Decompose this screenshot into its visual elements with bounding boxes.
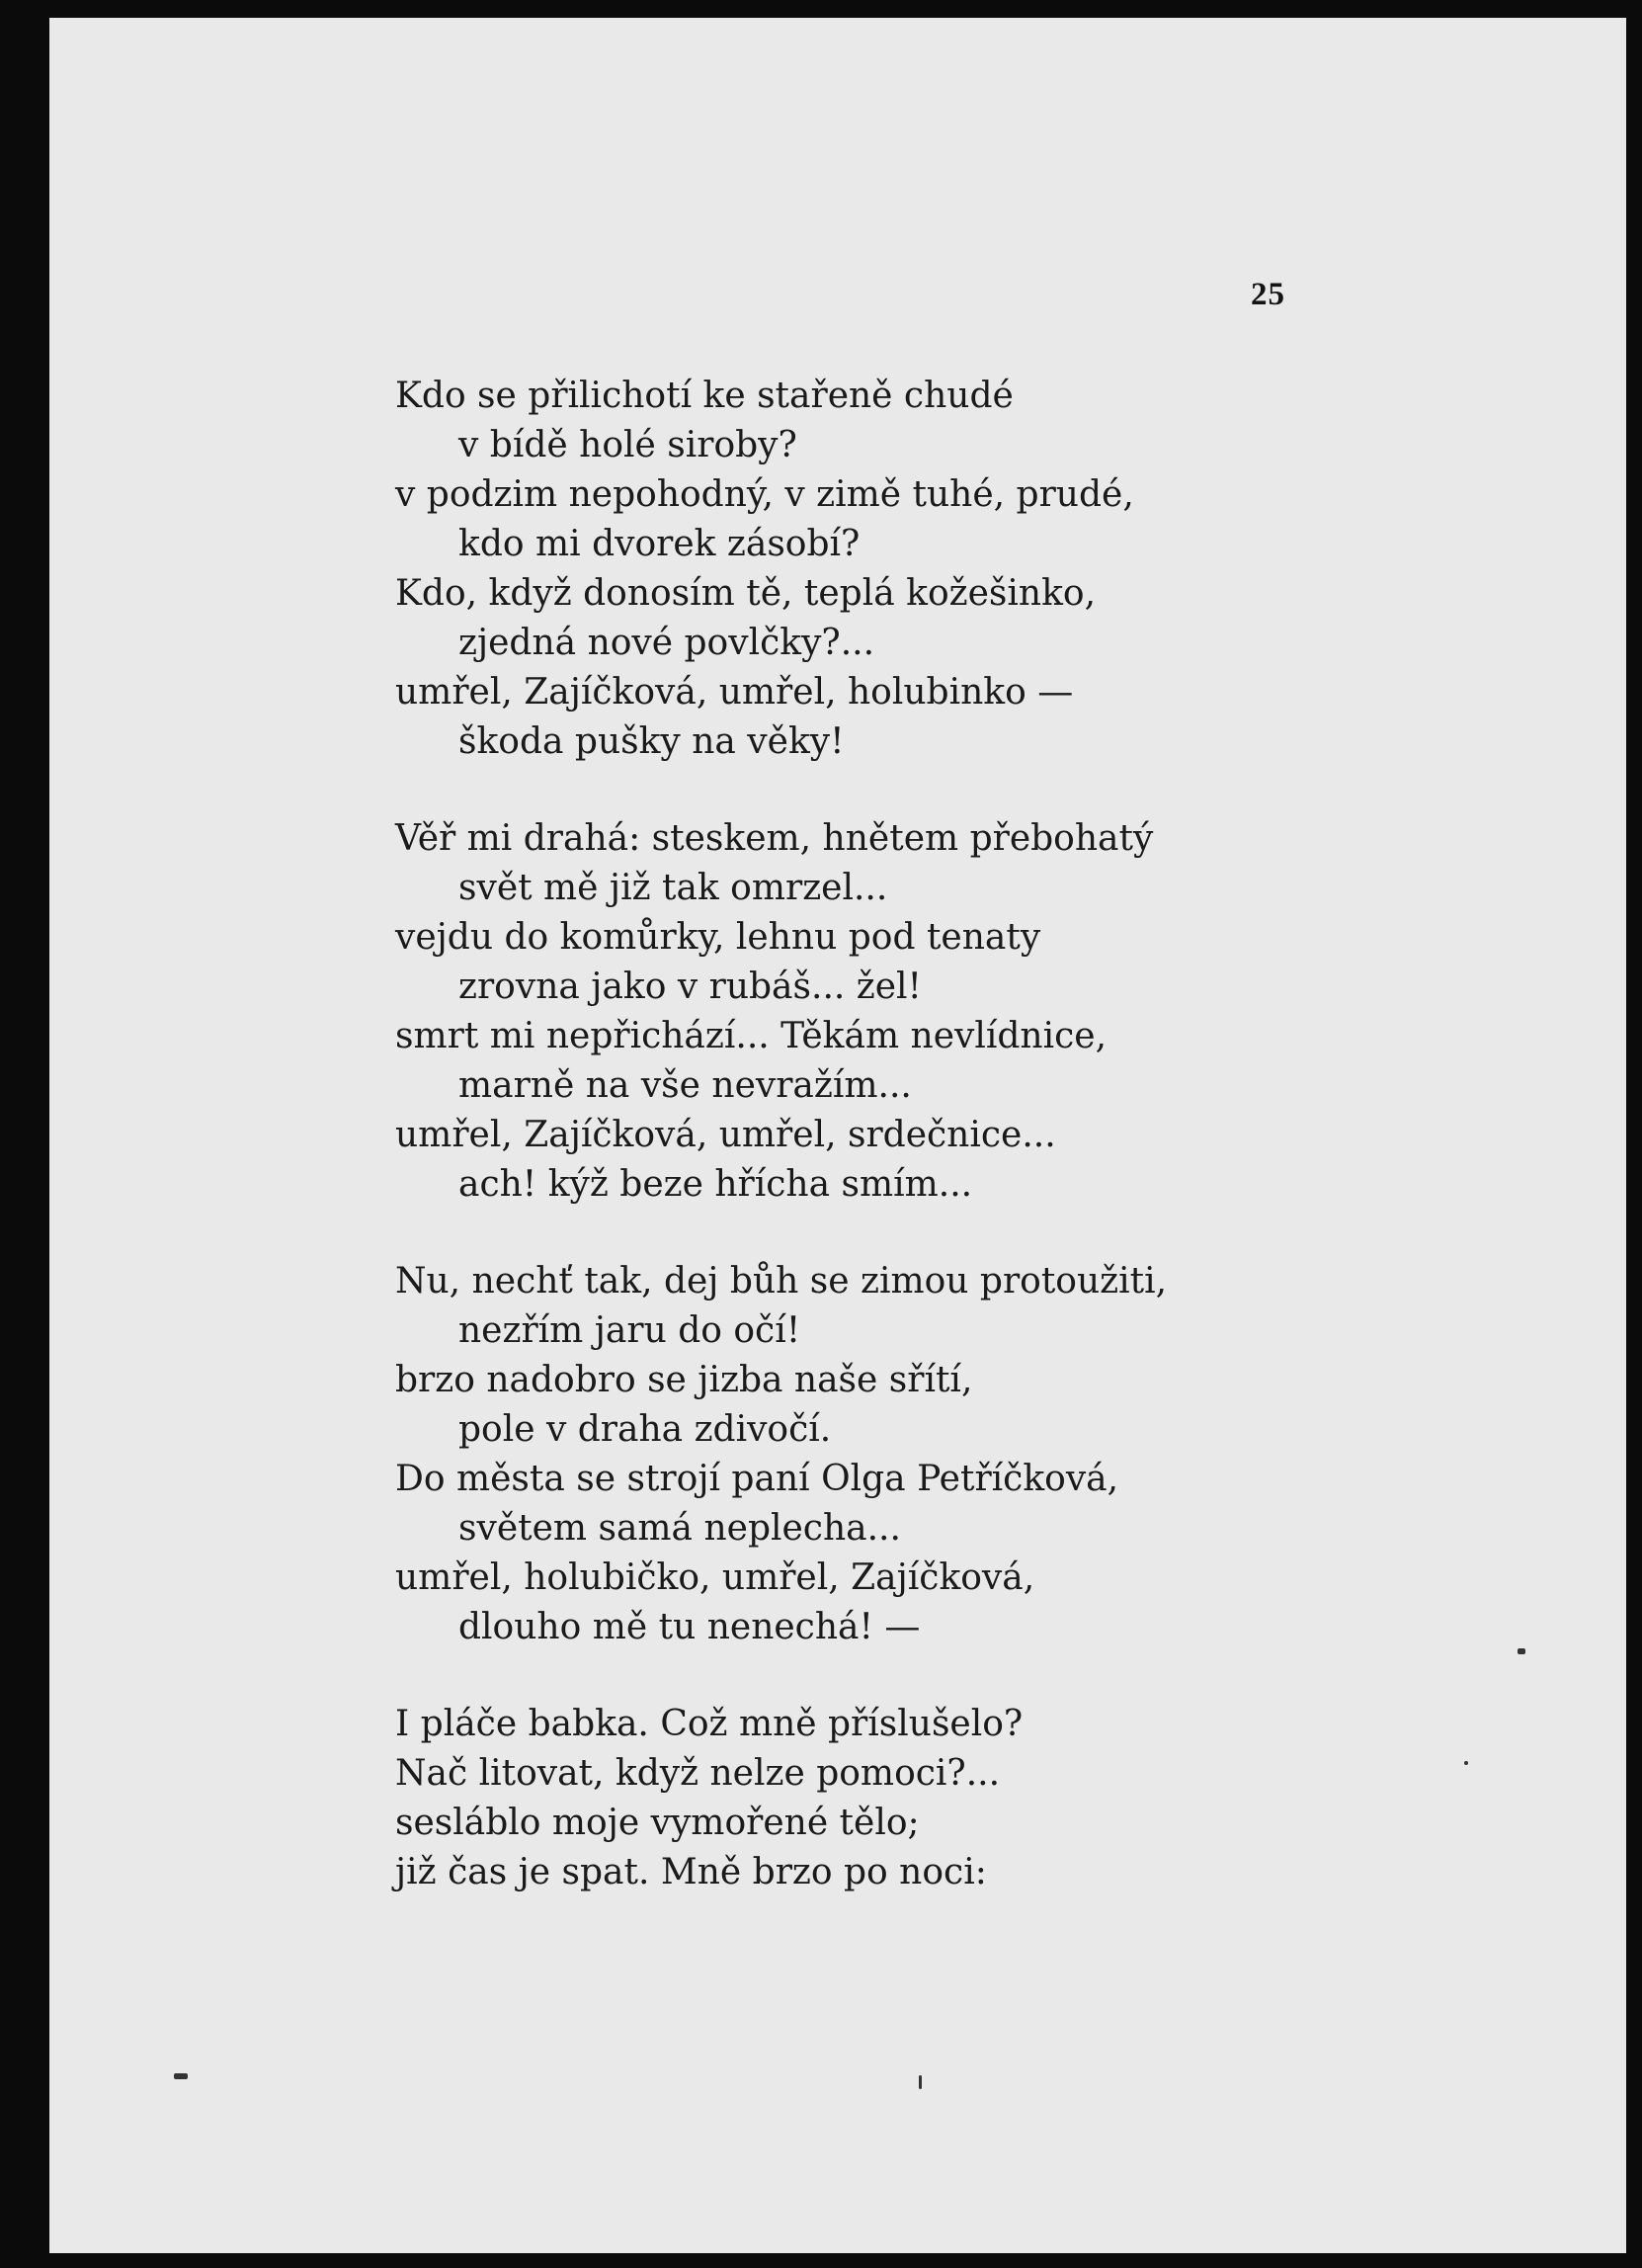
verse-line: Do města se strojí paní Olga Petříčková, (395, 1459, 1119, 1499)
scan-speck (174, 2073, 188, 2079)
verse-line: svět mě již tak omrzel... (458, 868, 888, 908)
verse-line: brzo nadobro se jizba naše sřítí, (395, 1360, 973, 1400)
stanza-4 (395, 1700, 1363, 1897)
verse-line: nezřím jaru do očí! (458, 1310, 801, 1351)
verse-line: vejdu do komůrky, lehnu pod tenaty (395, 917, 1041, 958)
verse-line: pole v draha zdivočí. (458, 1409, 832, 1450)
verse-line: umřel, Zajíčková, umřel, holubinko — (395, 672, 1074, 713)
verse-line: smrt mi nepřichází... Těkám nevlídnice, (395, 1016, 1108, 1056)
stanza-2 (395, 814, 1363, 1210)
verse-line: marně na vše nevražím... (458, 1065, 912, 1106)
page-number: 25 (1251, 277, 1285, 312)
scan-speck (919, 2075, 922, 2089)
verse-line: ach! kýž beze hřícha smím... (458, 1164, 973, 1205)
poem (395, 372, 1363, 1945)
verse-line: Věř mi drahá: steskem, hnětem přebohatý (395, 818, 1154, 859)
verse-line: kdo mi dvorek zásobí? (458, 524, 861, 564)
scan-speck (1518, 1648, 1525, 1654)
verse-line: v bídě holé siroby? (458, 425, 797, 465)
verse-line: Kdo se přilichotí ke stařeně chudé (395, 376, 1014, 416)
verse-line: Kdo, když donosím tě, teplá kožešinko, (395, 573, 1097, 614)
verse-line: I pláče babka. Což mně příslušelo? (395, 1704, 1024, 1744)
verse-line: umřel, holubičko, umřel, Zajíčková, (395, 1557, 1035, 1598)
verse-line: škoda pušky na věky! (458, 721, 845, 762)
stanza-3 (395, 1257, 1363, 1652)
verse-line: Nač litovat, když nelze pomoci?... (395, 1753, 1001, 1794)
verse-line: umřel, Zajíčková, umřel, srdečnice... (395, 1115, 1056, 1155)
verse-line: již čas je spat. Mně brzo po noci: (395, 1852, 987, 1892)
verse-line: zjedná nové povlčky?... (458, 623, 875, 663)
book-page (49, 18, 1626, 2253)
verse-line: světem samá neplecha... (458, 1508, 901, 1549)
verse-line: dlouho mě tu nenechá! — (458, 1607, 921, 1647)
verse-line: v podzim nepohodný, v zimě tuhé, prudé, (395, 474, 1134, 515)
scan-speck (1464, 1761, 1468, 1765)
stanza-1 (395, 372, 1363, 767)
verse-line: Nu, nechť tak, dej bůh se zimou protoužiti, (395, 1261, 1168, 1302)
verse-line: sesláblo moje vymořené tělo; (395, 1803, 920, 1843)
verse-line: zrovna jako v rubáš... žel! (458, 966, 923, 1007)
